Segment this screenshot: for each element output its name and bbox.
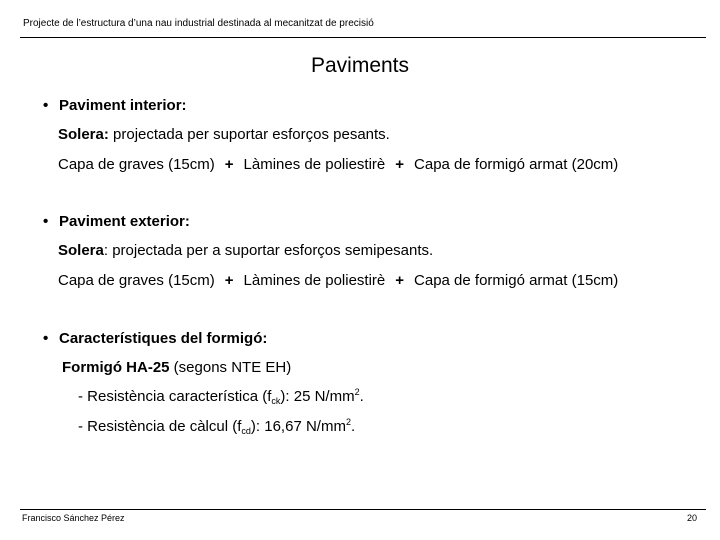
solera-label: Solera:	[58, 126, 109, 143]
layer-item: Làmines de poliestirè	[243, 272, 386, 289]
layer-item: Làmines de poliestirè	[243, 156, 386, 173]
layers-line-exterior	[58, 272, 618, 289]
concrete-norm: (segons NTE EH)	[169, 359, 292, 376]
solera-label: Solera	[58, 242, 104, 259]
layer-item: Capa de graves (15cm)	[58, 272, 215, 289]
property-subscript: cd	[241, 426, 251, 436]
bullet-icon: •	[43, 213, 49, 230]
plus-sign: +	[224, 156, 234, 173]
document-header: Projecte de l’estructura d’una nau industrial destinada al mecanitzat de precisió	[23, 18, 374, 29]
property-line-design	[78, 417, 355, 436]
property-line-characteristic	[78, 387, 364, 406]
section-heading-exterior: Paviment exterior:	[59, 213, 190, 230]
property-value: ): 16,67 N/mm	[250, 418, 346, 435]
property-end: .	[359, 388, 364, 405]
solera-description: projectada per suportar esforços pesants.	[108, 126, 390, 143]
property-text: - Resistència característica (f	[78, 388, 272, 405]
footer-divider	[20, 509, 706, 510]
page-title: Paviments	[310, 54, 410, 77]
concrete-label: Formigó HA-25	[62, 359, 170, 376]
solera-line-exterior	[58, 242, 433, 259]
plus-sign: +	[395, 156, 405, 173]
page-number: 20	[686, 513, 697, 523]
concrete-type-line	[62, 359, 291, 376]
header-divider	[20, 37, 706, 38]
property-subscript: ck	[271, 396, 281, 406]
bullet-icon: •	[43, 97, 49, 114]
plus-sign: +	[224, 272, 234, 289]
layer-item: Capa de graves (15cm)	[58, 156, 215, 173]
layer-item: Capa de formigó armat (15cm)	[414, 272, 619, 289]
solera-line-interior	[58, 126, 390, 143]
solera-description: : projectada per a suportar esforços semipesants.	[103, 242, 434, 259]
property-text: - Resistència de càlcul (f	[78, 418, 242, 435]
section-heading-interior: Paviment interior:	[59, 97, 187, 114]
layer-item: Capa de formigó armat (20cm)	[414, 156, 619, 173]
property-value: ): 25 N/mm	[280, 388, 355, 405]
plus-sign: +	[395, 272, 405, 289]
layers-line-interior	[58, 156, 618, 173]
bullet-icon: •	[43, 330, 49, 347]
property-superscript: 2	[354, 387, 360, 397]
footer-author: Francisco Sánchez Pérez	[22, 513, 125, 523]
property-superscript: 2	[345, 417, 351, 427]
property-end: .	[350, 418, 356, 435]
section-heading-concrete: Característiques del formigó:	[59, 330, 268, 347]
